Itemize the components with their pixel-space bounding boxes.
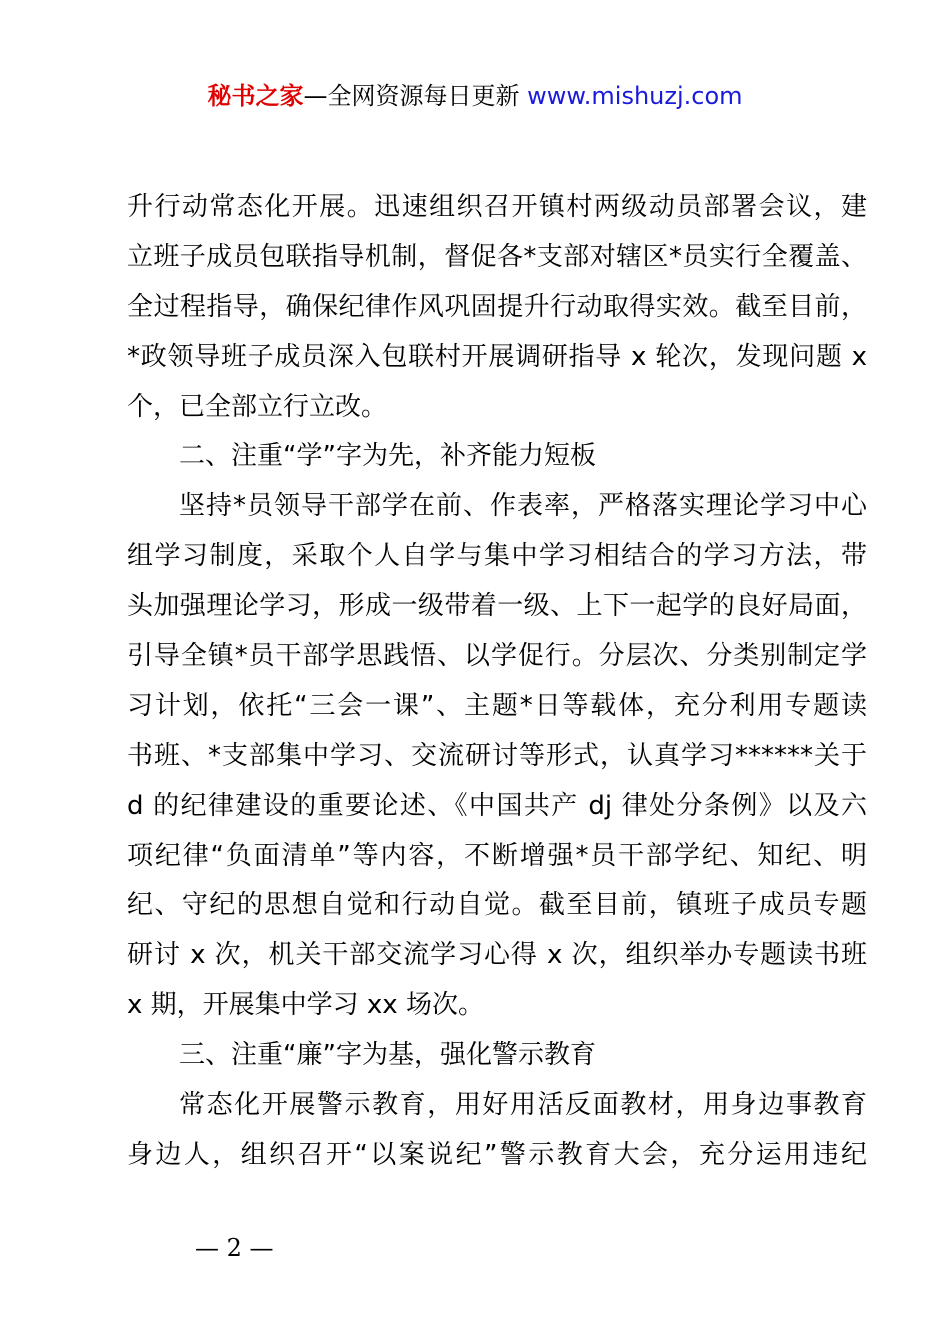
body-line: 立班子成员包联指导机制，督促各*支部对辖区*员实行全覆盖、 [127,241,867,272]
body-line: 组学习制度，采取个人自学与集中学习相结合的学习方法，带 [127,541,867,572]
body-line: 书班、*支部集中学习、交流研讨等形式，认真学习******关于 [127,740,867,771]
body-line: 习计划，依托“三会一课”、主题*日等载体，充分利用专题读 [127,690,867,721]
header-tagline: —全网资源每日更新 [303,82,520,110]
body-line: x 期，开展集中学习 xx 场次。 [127,990,484,1021]
body-line: 纪、守纪的思想自觉和行动自觉。截至目前，镇班子成员专题 [127,890,867,921]
body-line: 常态化开展警示教育，用好用活反面教材，用身边事教育 [179,1090,867,1121]
body-line: 全过程指导，确保纪律作风巩固提升行动取得实效。截至目前， [127,291,867,322]
document-body [127,183,867,1181]
body-line: 研讨 x 次，机关干部交流学习心得 x 次，组织举办专题读书班 [127,940,867,971]
page-number: — 2 — [195,1234,274,1262]
page-header [0,80,950,112]
body-line: 个，已全部立行立改。 [127,391,388,422]
body-line: 升行动常态化开展。迅速组织召开镇村两级动员部署会议，建 [127,192,867,222]
body-line: 身边人，组织召开“以案说纪”警示教育大会，充分运用违纪 [127,1139,867,1170]
site-url-link[interactable]: www.mishuzj.com [527,82,743,110]
body-line: 坚持*员领导干部学在前、作表率，严格落实理论学习中心 [179,491,867,522]
brand-name: 秘书之家 [207,82,304,110]
body-line: 头加强理论学习，形成一级带着一级、上下一起学的良好局面， [127,591,867,622]
body-line: 引导全镇*员干部学思践悟、以学促行。分层次、分类别制定学 [127,641,867,672]
section-heading-3: 三、注重“廉”字为基，强化警示教育 [179,1040,596,1071]
body-line: d 的纪律建设的重要论述、《中国共产 dj 律处分条例》以及六 [127,790,867,821]
body-line: *政领导班子成员深入包联村开展调研指导 x 轮次，发现问题 x [127,341,867,372]
body-line: 项纪律“负面清单”等内容，不断增强*员干部学纪、知纪、明 [127,840,867,871]
section-heading-2: 二、注重“学”字为先，补齐能力短板 [179,441,596,472]
